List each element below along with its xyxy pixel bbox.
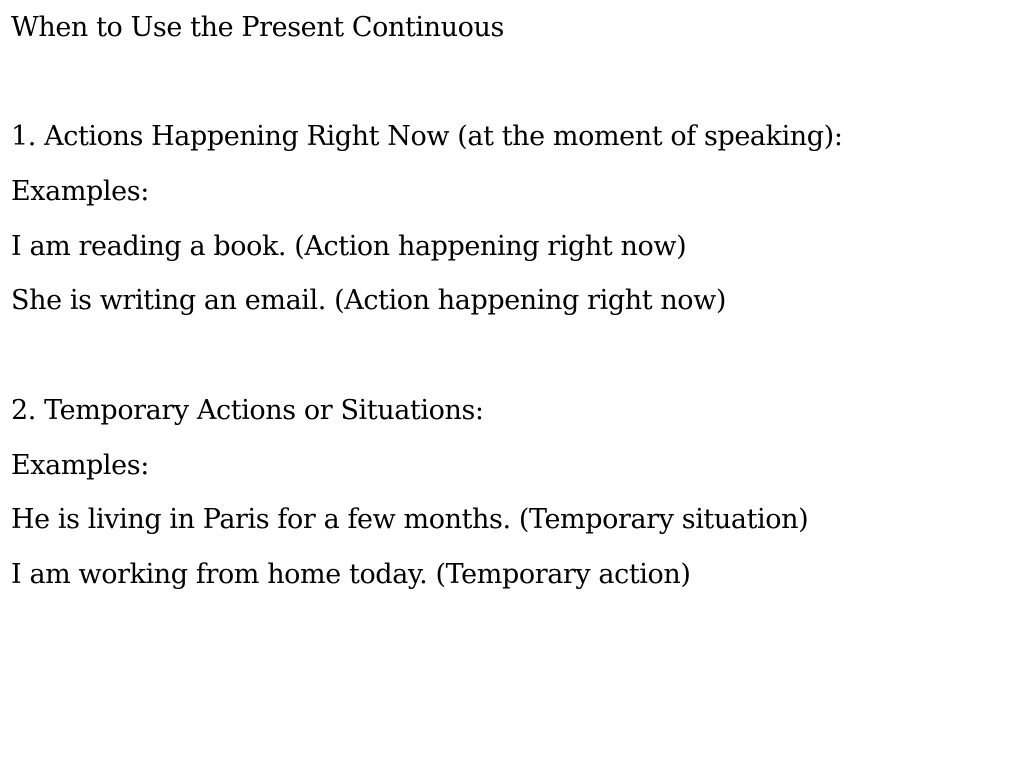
example-sentence: He is living in Paris for a few months. (Temporary situation) [11,504,809,536]
example-sentence: I am working from home today. (Temporary action) [11,558,691,590]
examples-label: Examples: [11,449,149,481]
section-heading: 2. Temporary Actions or Situations: [11,394,484,426]
blank-line [11,334,1024,389]
examples-label: Examples: [11,176,149,208]
example-sentence: I am reading a book. (Action happening right now) [11,230,687,262]
section-heading: 1. Actions Happening Right Now (at the moment of speaking): [11,121,843,153]
page-title: When to Use the Present Continuous [11,12,504,43]
example-sentence: She is writing an email. (Action happening right now) [11,285,727,317]
blank-line [11,61,1024,116]
